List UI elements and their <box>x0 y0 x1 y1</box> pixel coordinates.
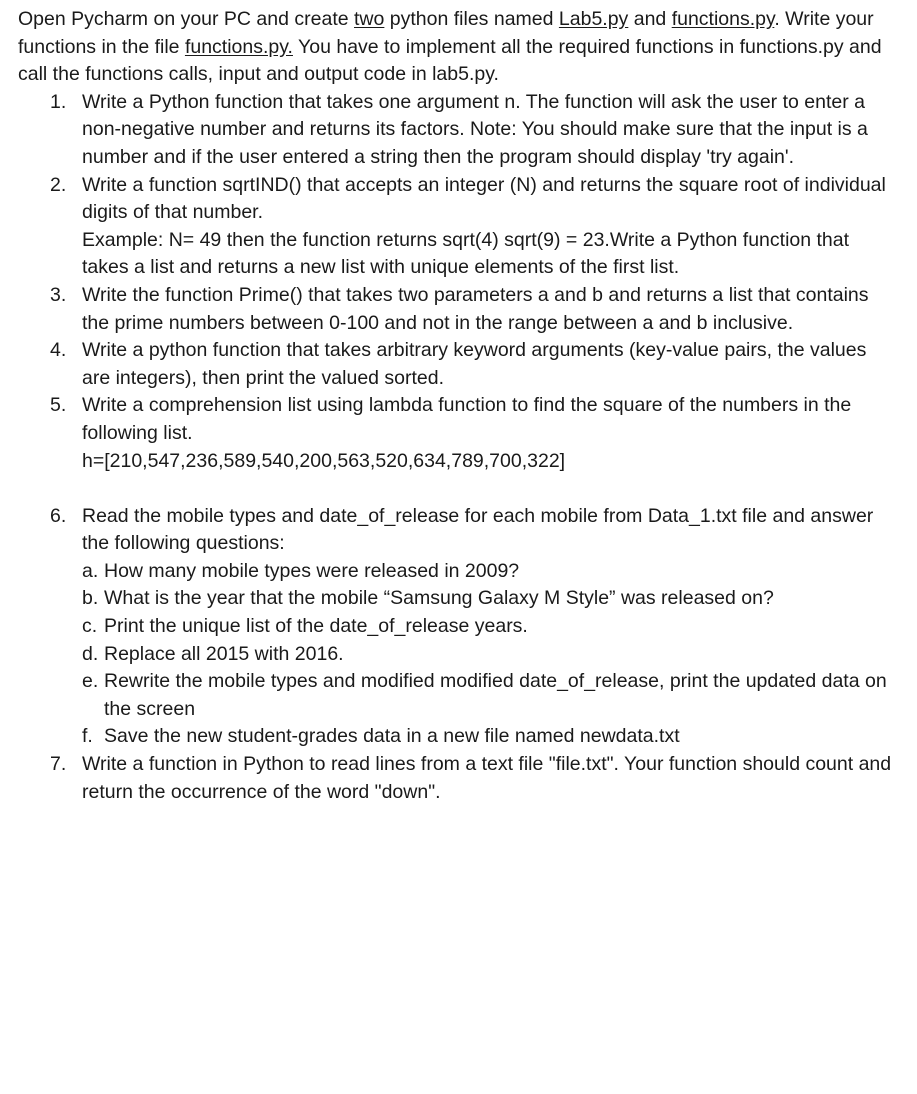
intro-paragraph <box>18 6 898 89</box>
subtask-item-c <box>82 613 898 641</box>
subtask-item-d <box>82 641 898 669</box>
task-number: 1. <box>50 90 67 113</box>
subtask-text: Replace all 2015 with 2016. <box>104 642 344 665</box>
task-list <box>18 89 898 806</box>
intro-text-2: python files named <box>384 8 559 30</box>
subtask-letter: f. <box>82 725 93 748</box>
subtask-text: Rewrite the mobile types and modified modified date_of_release, print the updated data on the screen <box>104 670 887 720</box>
subtask-letter: e. <box>82 670 99 693</box>
task-list-literal: h=[210,547,236,589,540,200,563,520,634,789,700,322] <box>82 449 566 472</box>
task-example-text: Example: N= 49 then the function returns sqrt(4) sqrt(9) = 23.Write a Python function that takes a list and returns a new list with unique elements of the first list. <box>82 228 850 279</box>
intro-functions-filename-2: functions.py. <box>184 35 293 58</box>
task-item-2 <box>18 172 898 282</box>
intro-underlined-two: two <box>354 8 385 30</box>
subtask-letter: c. <box>82 615 98 638</box>
task-number: 4. <box>50 339 67 362</box>
subtask-text: Print the unique list of the date_of_release years. <box>104 615 528 638</box>
subtask-list <box>82 558 898 751</box>
task-text: Write a comprehension list using lambda function to find the square of the numbers in the following list. <box>82 394 852 444</box>
intro-text-3: and <box>628 8 672 30</box>
intro-functions-filename: functions.py <box>671 8 775 30</box>
blank-line <box>18 475 898 503</box>
task-item-7 <box>18 751 898 806</box>
task-number: 3. <box>50 283 67 306</box>
task-text: Write the function Prime() that takes two parameters a and b and returns a list that contains the prime numbers between 0-100 and not in the range between a and b inclusive. <box>82 283 869 334</box>
subtask-item-f <box>82 723 898 751</box>
intro-text-4: . Write your functions in the file <box>18 8 874 58</box>
intro-text-1: Open Pycharm on your PC and create <box>18 8 355 30</box>
task-item-1 <box>18 89 898 172</box>
task-item-5 <box>18 392 898 475</box>
subtask-letter: d. <box>82 642 99 665</box>
task-item-6 <box>18 503 898 751</box>
intro-text-5: You have to implement all the required functions in functions.py and call the functions calls, input and output code in lab5.py. <box>18 35 882 86</box>
document-page <box>18 6 898 806</box>
subtask-item-b <box>82 585 898 613</box>
task-text: Write a function in Python to read lines from a text file "file.txt". Your function should count and return the occurrence of the word "down". <box>82 753 892 803</box>
subtask-item-e <box>82 668 898 723</box>
task-number: 5. <box>50 394 67 417</box>
task-number: 6. <box>50 504 67 527</box>
subtask-text: What is the year that the mobile “Samsung Galaxy M Style” was released on? <box>104 587 774 610</box>
task-number: 7. <box>50 753 67 776</box>
task-item-3 <box>18 282 898 337</box>
task-number: 2. <box>50 173 67 196</box>
subtask-letter: a. <box>82 559 99 582</box>
task-text: Write a Python function that takes one argument n. The function will ask the user to enter a non-negative number and returns its factors. Note: You should make sure that the input is a number and if the user entered a string then the program should display 'try again'. <box>82 90 868 168</box>
task-text: Read the mobile types and date_of_release for each mobile from Data_1.txt file and answer the following questions: <box>82 504 874 555</box>
task-item-4 <box>18 337 898 392</box>
subtask-text: How many mobile types were released in 2009? <box>104 559 520 582</box>
subtask-text: Save the new student-grades data in a new file named newdata.txt <box>104 725 680 748</box>
intro-lab5-filename: Lab5.py <box>558 8 629 30</box>
task-text: Write a function sqrtIND() that accepts an integer (N) and returns the square root of individual digits of that number. <box>82 173 886 224</box>
subtask-letter: b. <box>82 587 99 610</box>
task-text: Write a python function that takes arbitrary keyword arguments (key-value pairs, the values are integers), then print the valued sorted. <box>82 339 867 389</box>
subtask-item-a <box>82 558 898 586</box>
